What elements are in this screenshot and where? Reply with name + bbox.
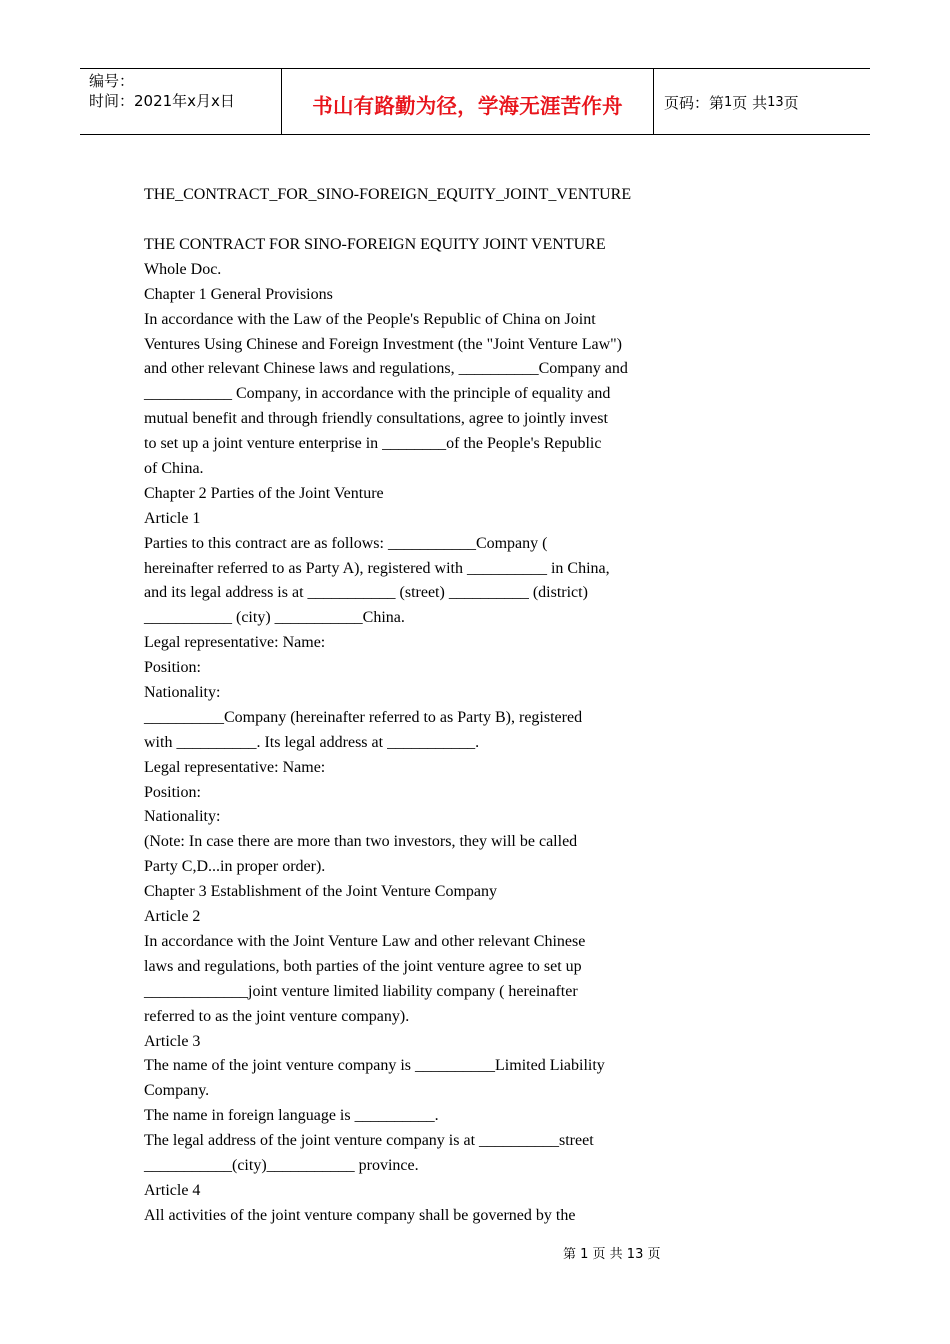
document-line: _____________joint venture limited liability company ( hereinafter [144, 982, 578, 1000]
document-line: Article 4 [144, 1181, 201, 1199]
document-line: ___________ (city) ___________China. [144, 609, 405, 627]
document-line: and other relevant Chinese laws and regulations, __________Company and [144, 360, 628, 378]
header-meta [80, 69, 281, 135]
document-line: and its legal address is at ___________ (street) __________ (district) [144, 584, 588, 602]
document-line: Nationality: [144, 808, 221, 826]
document-line: Chapter 1 General Provisions [144, 285, 333, 303]
page-current: 1 [724, 94, 733, 110]
document-line: of China. [144, 460, 204, 478]
document-number-label: 编号： [89, 72, 135, 90]
document-line: Position: [144, 659, 201, 677]
page-end-label: 页 [783, 93, 799, 112]
document-line: Position: [144, 783, 201, 801]
document-line: All activities of the joint venture company shall be governed by the [144, 1206, 576, 1224]
document-line: laws and regulations, both parties of the joint venture agree to set up [144, 957, 582, 975]
document-line: to set up a joint venture enterprise in ________of the People's Republic [144, 435, 602, 453]
document-line: Chapter 2 Parties of the Joint Venture [144, 484, 384, 502]
document-line: Ventures Using Chinese and Foreign Investment (the "Joint Venture Law") [144, 335, 623, 353]
header-motto: 书山有路勤为径，学海无涯苦作舟 [312, 94, 623, 118]
document-line: The legal address of the joint venture company is at __________street [144, 1132, 594, 1150]
document-line: Article 1 [144, 509, 201, 527]
document-line: In accordance with the Law of the People's Republic of China on Joint [144, 310, 596, 328]
page-label: 页码：第 [664, 93, 725, 112]
document-line: Whole Doc. [144, 260, 222, 278]
page-footer: 第 1 页 共 13 页 [563, 1247, 661, 1262]
page-header [80, 68, 870, 135]
document-body [144, 233, 684, 1229]
document-line: Legal representative: Name: [144, 758, 326, 776]
document-line: ___________ Company, in accordance with the principle of equality and [144, 385, 611, 403]
document-line: hereinafter referred to as Party A), registered with __________ in China, [144, 559, 610, 577]
document-line: Legal representative: Name: [144, 634, 326, 652]
document-line: (Note: In case there are more than two investors, they will be called [144, 833, 578, 851]
document-line: mutual benefit and through friendly consultations, agree to jointly invest [144, 410, 608, 428]
page-total: 13 [767, 94, 784, 110]
document-date-label: 时间：2021年x月x日 [89, 92, 235, 110]
document-line: Chapter 3 Establishment of the Joint Venture Company [144, 883, 497, 901]
page-mid-label: 页 共 [732, 93, 768, 112]
document-line: The name in foreign language is __________. [144, 1107, 439, 1125]
document-line: Nationality: [144, 684, 221, 702]
document-line: with __________. Its legal address at ___________. [144, 733, 480, 751]
document-line: THE CONTRACT FOR SINO-FOREIGN EQUITY JOINT VENTURE [144, 236, 606, 253]
document-line: Parties to this contract are as follows: ___________Company ( [144, 534, 548, 552]
document-line: Article 3 [144, 1032, 201, 1050]
document-line: Article 2 [144, 908, 201, 926]
document-title: THE_CONTRACT_FOR_SINO-FOREIGN_EQUITY_JOINT_VENTURE [144, 186, 632, 203]
document-line: Company. [144, 1082, 210, 1100]
document-line: ___________(city)___________ province. [144, 1156, 419, 1174]
header-page-indicator [654, 69, 870, 135]
document-line: The name of the joint venture company is __________Limited Liability [144, 1057, 605, 1075]
document-line: __________Company (hereinafter referred to as Party B), registered [144, 708, 583, 726]
document-line: In accordance with the Joint Venture Law and other relevant Chinese [144, 932, 586, 950]
header-motto-cell [281, 69, 654, 135]
document-line: referred to as the joint venture company). [144, 1007, 410, 1025]
document-line: Party C,D...in proper order). [144, 858, 326, 876]
